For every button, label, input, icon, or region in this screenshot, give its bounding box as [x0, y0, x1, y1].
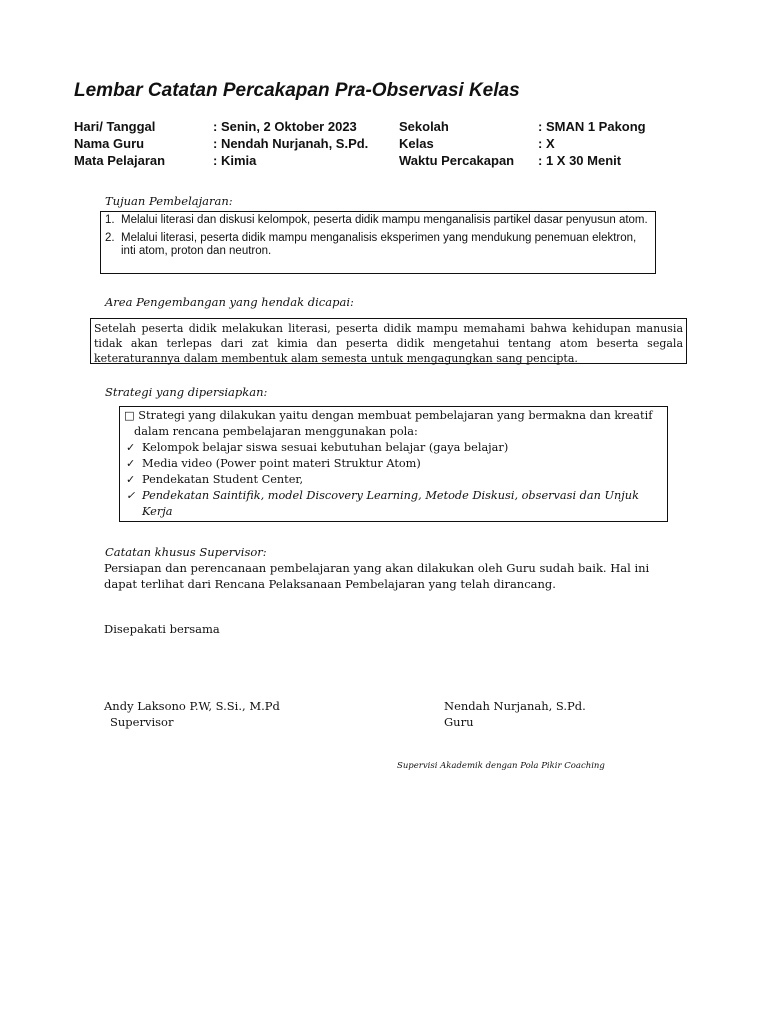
tujuan-item-text: Melalui literasi dan diskusi kelompok, peserta didik mampu menganalisis partikel dasar penyusun atom.: [121, 214, 648, 226]
strategi-intro-line1: Strategi yang dilakukan yaitu dengan membuat pembelajaran yang bermakna dan kreatif: [138, 409, 653, 422]
area-label: Area Pengembangan yang hendak dicapai:: [105, 295, 354, 309]
tujuan-list: [105, 214, 649, 259]
value-mata-pelajaran: : Kimia: [213, 153, 257, 168]
checkbox-bullet-icon: □: [124, 409, 135, 422]
checkmark-icon: ✓: [126, 489, 136, 502]
strategi-box: [119, 406, 668, 522]
value-hari-tanggal: : Senin, 2 Oktober 2023: [213, 119, 357, 134]
label-nama-guru: Nama Guru: [74, 136, 145, 151]
catatan-text: Persiapan dan perencanaan pembelajaran yang akan dilakukan oleh Guru sudah baik. Hal ini dapat terlihat dari Rencana Pelaksanaan Pembelajaran yang telah dirancang.: [104, 561, 650, 591]
label-kelas: Kelas: [399, 136, 434, 151]
checkmark-icon: ✓: [126, 473, 136, 486]
strategi-label: Strategi yang dipersiapkan:: [105, 385, 268, 399]
strategi-item-text: Pendekatan Saintifik, model Discovery Learning, Metode Diskusi, observasi dan Unjuk Kerja: [142, 489, 639, 518]
checkmark-icon: ✓: [126, 441, 136, 454]
tujuan-box: [100, 211, 656, 274]
page-title: Lembar Catatan Percakapan Pra-Observasi Kelas: [74, 80, 520, 101]
area-text: Setelah peserta didik melakukan literasi, peserta didik mampu memahami bahwa kehidupan manusia tidak akan terlepas dari zat kimia dan peserta didik mengetahui tentang atom beserta segala keteraturannya dalam membentuk alam semesta untuk mengagungkan sang pencipta.: [94, 322, 683, 365]
strategi-intro: [124, 408, 663, 424]
strategi-item: [124, 456, 663, 472]
area-box: [90, 318, 687, 364]
strategi-item-text: Pendekatan Student Center,: [142, 473, 304, 486]
tujuan-item: [105, 232, 649, 259]
guru-name: Nendah Nurjanah, S.Pd.: [444, 699, 586, 713]
label-sekolah: Sekolah: [399, 119, 449, 134]
tujuan-label: Tujuan Pembelajaran:: [105, 194, 233, 208]
checkmark-icon: ✓: [126, 457, 136, 470]
guru-role: Guru: [444, 715, 474, 729]
label-waktu-percakapan: Waktu Percakapan: [399, 153, 515, 168]
strategi-item: [124, 472, 663, 488]
strategi-item: [124, 488, 663, 520]
tujuan-item-number: 2.: [105, 231, 115, 244]
supervisor-role: Supervisor: [110, 715, 174, 729]
value-sekolah: : SMAN 1 Pakong: [538, 119, 646, 134]
label-mata-pelajaran: Mata Pelajaran: [74, 153, 166, 168]
value-kelas: : X: [538, 136, 555, 151]
strategi-intro-line2: dalam rencana pembelajaran menggunakan pola:: [134, 425, 418, 438]
tujuan-item-text: Melalui literasi, peserta didik mampu menganalisis eksperimen yang mendukung penemuan elektron, inti atom, proton dan neutron.: [121, 231, 637, 257]
value-nama-guru: : Nendah Nurjanah, S.Pd.: [213, 136, 369, 151]
catatan-label: Catatan khusus Supervisor:: [105, 545, 267, 559]
tujuan-item: [105, 214, 649, 228]
strategi-item: [124, 440, 663, 456]
supervisor-name: Andy Laksono P.W, S.Si., M.Pd: [104, 699, 280, 713]
footer-text: Supervisi Akademik dengan Pola Pikir Coaching: [397, 761, 605, 771]
disepakati-text: Disepakati bersama: [104, 622, 220, 636]
value-waktu-percakapan: : 1 X 30 Menit: [538, 153, 622, 168]
strategi-item-text: Media video (Power point materi Struktur Atom): [142, 457, 421, 470]
label-hari-tanggal: Hari/ Tanggal: [74, 119, 156, 134]
strategi-item-text: Kelompok belajar siswa sesuai kebutuhan belajar (gaya belajar): [142, 441, 509, 454]
tujuan-item-number: 1.: [105, 214, 115, 226]
